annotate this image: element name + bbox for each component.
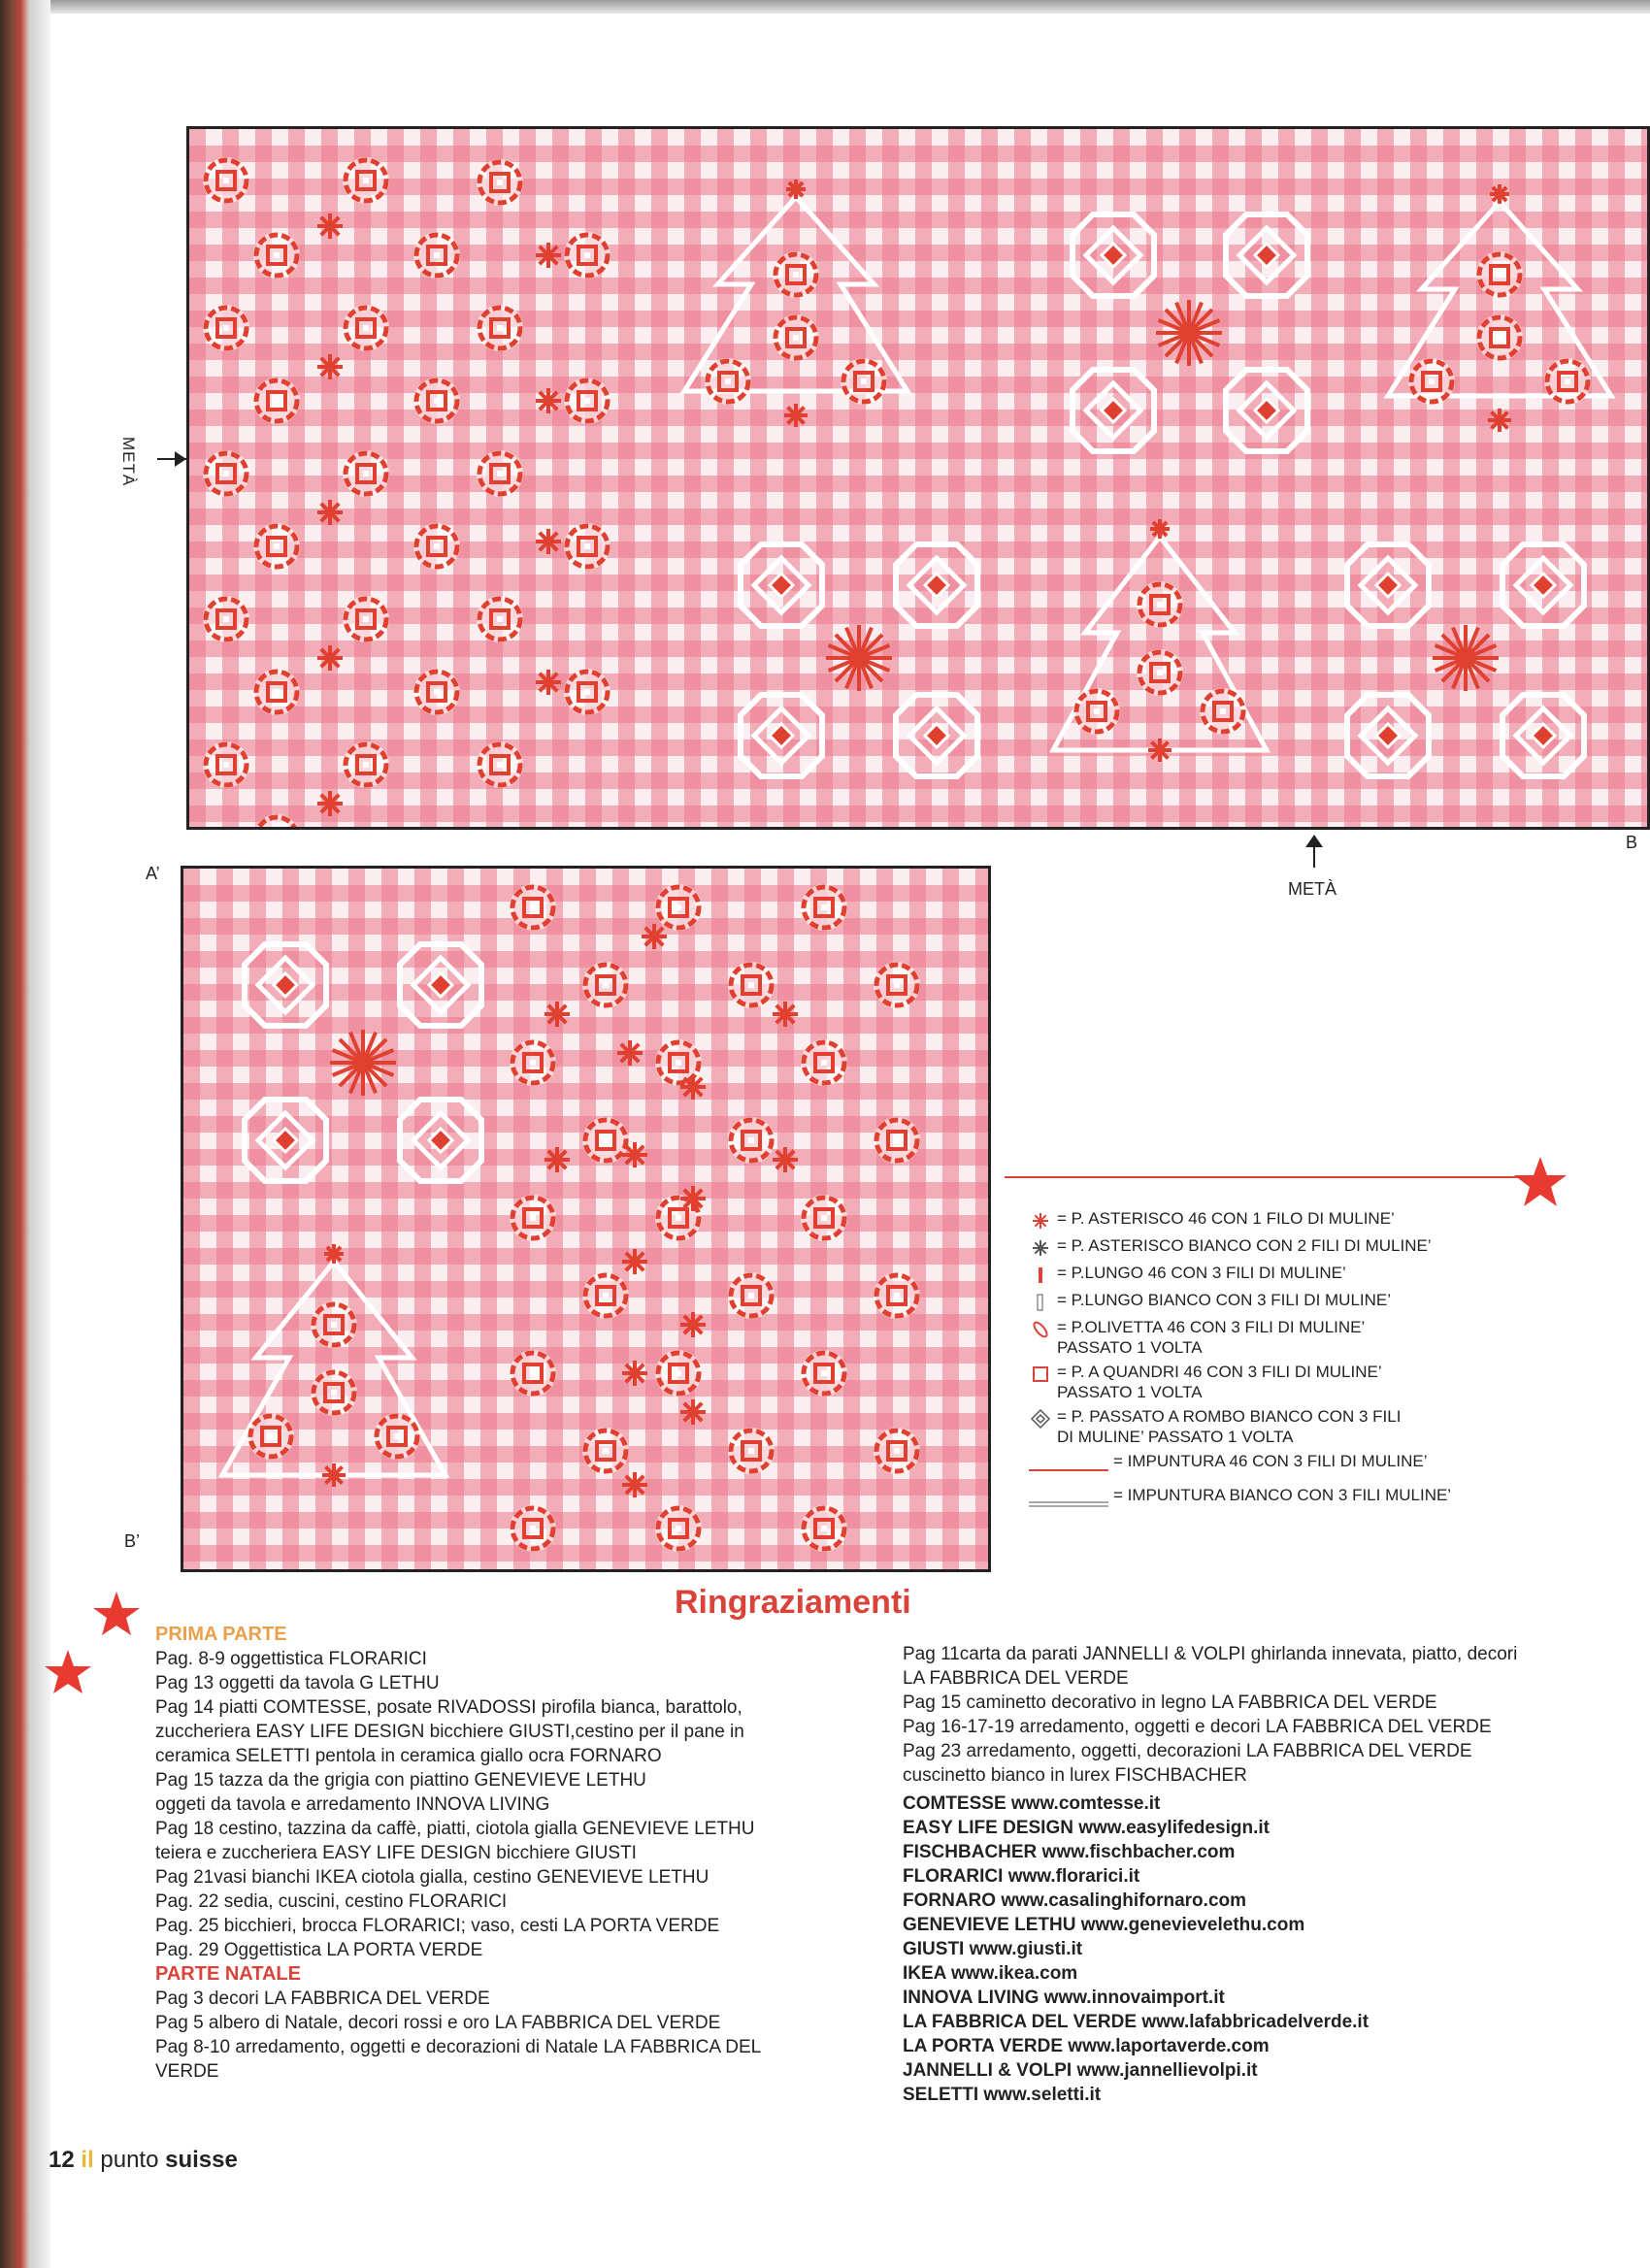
square-stitch-medallion <box>510 1195 556 1241</box>
legend-row <box>1024 1362 1568 1402</box>
page-top-edge <box>0 0 1650 14</box>
square-stitch-medallion <box>773 314 819 361</box>
first-part-list <box>155 1647 874 1962</box>
credit-line: Pag. 22 sedia, cuscini, cestino FLORARICI <box>155 1891 508 1912</box>
diamond-stitch-motif <box>1072 214 1154 296</box>
asterisk-stitch <box>1490 184 1509 204</box>
credit-line: COMTESSE www.comtesse.it <box>903 1793 1161 1814</box>
credit-line: FISCHBACHER www.fischbacher.com <box>903 1842 1236 1862</box>
square-stitch-medallion <box>1476 314 1523 361</box>
asterisk-stitch <box>680 1186 706 1211</box>
square-stitch-medallion <box>413 523 460 570</box>
square-stitch-medallion <box>413 669 460 715</box>
credit-line: Pag 15 caminetto decorativo in legno LA FABBRICA DEL VERDE <box>903 1693 1437 1713</box>
square-stitch-medallion <box>728 962 775 1008</box>
asterisk-stitch <box>544 1147 570 1172</box>
legend-text: = P. PASSATO A ROMBO BIANCO CON 3 FILI DI MULINE’ PASSATO 1 VOLTA <box>1057 1407 1402 1446</box>
square-stitch-medallion <box>203 741 249 788</box>
red-long-stitch-icon <box>1030 1265 1051 1286</box>
white-asterisk-icon <box>1030 1237 1051 1259</box>
diamond-stitch-motif <box>741 544 822 626</box>
asterisk-stitch <box>317 214 343 239</box>
square-stitch-medallion <box>1408 358 1455 405</box>
top-chart-motifs <box>189 129 1650 830</box>
diamond-stitch-motif <box>1347 695 1429 776</box>
asterisk-stitch <box>773 1147 798 1172</box>
asterisk-stitch <box>680 1399 706 1425</box>
credit-line: GIUSTI www.giusti.it <box>903 1939 1083 1959</box>
diamond-stitch-motif <box>896 544 977 626</box>
credit-line: SELETTI www.seletti.it <box>903 2085 1102 2105</box>
legend-text: = P. ASTERISCO BIANCO CON 2 FILI DI MULINE’ <box>1057 1236 1432 1255</box>
square-stitch-medallion <box>477 741 523 788</box>
asterisk-stitch <box>680 1074 706 1100</box>
square-stitch-medallion <box>203 596 249 642</box>
square-stitch-medallion <box>874 1272 920 1319</box>
square-stitch-medallion <box>773 251 819 298</box>
asterisk-stitch <box>317 791 343 816</box>
asterisk-stitch <box>622 1361 647 1386</box>
credit-line: Pag 16-17-19 arredamento, oggetti e decori LA FABBRICA DEL VERDE <box>903 1717 1492 1737</box>
credit-line: INNOVA LIVING www.innovaimport.it <box>903 1988 1225 2008</box>
square-stitch-medallion <box>248 1413 294 1460</box>
meta-label-bottom: METÀ <box>1288 879 1337 899</box>
legend-text: = P.LUNGO BIANCO CON 3 FILI DI MULINE’ <box>1057 1291 1392 1309</box>
legend-symbol <box>1024 1451 1113 1481</box>
square-stitch-medallion <box>343 741 389 788</box>
legend-row <box>1024 1235 1568 1259</box>
asterisk-stitch <box>536 243 561 268</box>
square-stitch-medallion <box>874 1117 920 1164</box>
square-stitch-medallion <box>728 1117 775 1164</box>
diamond-stitch-motif <box>1226 370 1307 451</box>
square-stitch-medallion <box>477 450 523 497</box>
square-stitch-medallion <box>203 305 249 351</box>
stitch-legend <box>1024 1208 1568 1519</box>
diamond-stitch-icon <box>1030 1408 1051 1430</box>
square-stitch-medallion <box>510 1350 556 1397</box>
first-part-heading: PRIMA PARTE <box>155 1624 287 1645</box>
square-stitch-medallion <box>564 378 610 424</box>
square-stitch-medallion <box>477 159 523 206</box>
acknowledgements-right-column <box>903 1642 1621 2107</box>
legend-row <box>1024 1406 1568 1447</box>
legend-text: = IMPUNTURA 46 CON 3 FILI DI MULINE’ <box>1113 1452 1428 1470</box>
large-star-stitch <box>1156 300 1222 366</box>
diamond-stitch-motif <box>1347 544 1429 626</box>
legend-text: = P.LUNGO 46 CON 3 FILI DI MULINE’ <box>1057 1264 1346 1282</box>
page-number: 12 <box>49 2147 75 2173</box>
square-stitch-medallion <box>728 1272 775 1319</box>
diamond-stitch-motif <box>245 944 326 1026</box>
credit-line: Pag. 29 Oggettistica LA PORTA VERDE <box>155 1940 483 1960</box>
credit-line: Pag 11carta da parati JANNELLI & VOLPI ghirlanda innevata, piatto, decori <box>903 1644 1518 1664</box>
square-stitch-medallion <box>655 884 702 931</box>
large-star-stitch <box>1433 625 1499 691</box>
diamond-stitch-motif <box>741 695 822 776</box>
legend-text: = P. A QUANDRI 46 CON 3 FILI DI MULINE’ PASSATO 1 VOLTA <box>1057 1363 1382 1401</box>
square-stitch-medallion <box>253 669 300 715</box>
square-stitch-medallion <box>801 1350 847 1397</box>
asterisk-stitch <box>536 388 561 413</box>
legend-symbol <box>1024 1290 1057 1313</box>
credit-line: Pag 15 tazza da the grigia con piattino GENEVIEVE LETHU <box>155 1770 646 1791</box>
square-stitch-medallion <box>343 305 389 351</box>
asterisk-stitch <box>680 1312 706 1337</box>
square-stitch-medallion <box>1073 688 1120 735</box>
square-stitch-medallion <box>203 450 249 497</box>
square-stitch-medallion <box>841 358 887 405</box>
square-stitch-icon <box>1030 1364 1051 1385</box>
square-stitch-medallion <box>801 1505 847 1552</box>
bottom-embroidery-chart <box>181 866 991 1572</box>
asterisk-stitch <box>617 1040 643 1066</box>
bottom-chart-motifs <box>183 869 991 1572</box>
square-stitch-medallion <box>374 1413 420 1460</box>
square-stitch-medallion <box>1200 688 1246 735</box>
asterisk-stitch <box>317 645 343 671</box>
square-stitch-medallion <box>655 1350 702 1397</box>
square-stitch-medallion <box>801 1195 847 1241</box>
credit-line: LA PORTA VERDE www.laportaverde.com <box>903 2036 1270 2056</box>
square-stitch-medallion <box>705 358 751 405</box>
asterisk-stitch <box>784 404 808 427</box>
legend-row <box>1024 1317 1568 1358</box>
credit-line: Pag 5 albero di Natale, decori rossi e oro LA FABBRICA DEL VERDE <box>155 2013 721 2033</box>
asterisk-stitch <box>544 1002 570 1027</box>
top-embroidery-chart <box>186 126 1650 830</box>
legend-symbol <box>1024 1362 1057 1385</box>
magazine-logo-punto: punto <box>100 2147 159 2173</box>
credit-line: LA FABBRICA DEL VERDE <box>903 1668 1129 1689</box>
credit-line: Pag 13 oggetti da tavola G LETHU <box>155 1673 440 1693</box>
acknowledgements-title: Ringraziamenti <box>675 1584 911 1621</box>
legend-symbol <box>1024 1208 1057 1232</box>
asterisk-stitch <box>642 924 667 949</box>
diamond-stitch-motif <box>1072 370 1154 451</box>
credit-line: Pag 8-10 arredamento, oggetti e decorazioni di Natale LA FABBRICA DEL <box>155 2037 762 2057</box>
legend-text: = P.OLIVETTA 46 CON 3 FILI DI MULINE’ PASSATO 1 VOLTA <box>1057 1318 1366 1357</box>
star-icon <box>93 1592 140 1636</box>
square-stitch-medallion <box>801 1039 847 1086</box>
diamond-stitch-motif <box>245 1100 326 1181</box>
square-stitch-medallion <box>510 1039 556 1086</box>
star-icon <box>45 1650 91 1694</box>
asterisk-stitch <box>322 1463 346 1487</box>
credit-line: FLORARICI www.florarici.it <box>903 1866 1140 1887</box>
asterisk-stitch <box>1148 739 1172 762</box>
credit-line: teiera e zuccheriera EASY LIFE DESIGN bicchiere GIUSTI <box>155 1843 637 1863</box>
diamond-stitch-motif <box>400 944 481 1026</box>
legend-text: = IMPUNTURA BIANCO CON 3 FILI MULINE’ <box>1113 1486 1452 1504</box>
legend-row <box>1024 1263 1568 1286</box>
square-stitch-medallion <box>582 962 629 1008</box>
label-b: B <box>1626 833 1638 852</box>
meta-arrow-left-head <box>175 451 186 467</box>
asterisk-stitch <box>536 529 561 554</box>
asterisk-stitch <box>317 354 343 379</box>
square-stitch-medallion <box>343 157 389 204</box>
diamond-stitch-motif <box>1502 695 1584 776</box>
large-star-stitch <box>826 625 892 691</box>
credit-line: IKEA www.ikea.com <box>903 1963 1078 1984</box>
label-b-prime: B’ <box>124 1531 141 1551</box>
asterisk-stitch <box>786 180 806 199</box>
asterisk-stitch <box>324 1244 344 1264</box>
square-stitch-medallion <box>874 1428 920 1474</box>
label-a-prime: A’ <box>146 864 160 883</box>
credit-line: GENEVIEVE LETHU www.genevievelethu.com <box>903 1915 1305 1935</box>
credit-line: Pag 21vasi bianchi IKEA ciotola gialla, cestino GENEVIEVE LETHU <box>155 1867 710 1888</box>
christmas-part-heading: PARTE NATALE <box>155 1963 301 1985</box>
legend-row <box>1024 1208 1568 1232</box>
legend-symbol <box>1024 1317 1057 1340</box>
legend-symbol <box>1024 1406 1057 1430</box>
asterisk-stitch <box>1488 409 1511 432</box>
square-stitch-medallion <box>343 450 389 497</box>
meta-arrow-bottom <box>1313 846 1315 868</box>
credit-line: Pag 3 decori LA FABBRICA DEL VERDE <box>155 1989 490 2009</box>
square-stitch-medallion <box>477 305 523 351</box>
credit-line: Pag 18 cestino, tazzina da caffè, piatti, ciotola gialla GENEVIEVE LETHU <box>155 1819 755 1839</box>
square-stitch-medallion <box>655 1505 702 1552</box>
large-star-stitch <box>330 1030 396 1096</box>
legend-divider <box>1005 1176 1519 1178</box>
acknowledgements-left-column <box>155 1623 874 2084</box>
square-stitch-medallion <box>510 1505 556 1552</box>
legend-symbol <box>1024 1485 1113 1515</box>
square-stitch-medallion <box>253 232 300 279</box>
page-shadow <box>29 0 50 2268</box>
square-stitch-medallion <box>311 1369 357 1416</box>
star-icon <box>1514 1157 1567 1207</box>
websites-list <box>903 1791 1621 2107</box>
square-stitch-medallion <box>564 232 610 279</box>
square-stitch-medallion <box>1137 649 1183 696</box>
magazine-logo-suisse: suisse <box>165 2147 238 2173</box>
credit-line: JANNELLI & VOLPI www.jannellievolpi.it <box>903 2060 1258 2081</box>
legend-symbol <box>1024 1263 1057 1286</box>
square-stitch-medallion <box>203 157 249 204</box>
square-stitch-medallion <box>413 378 460 424</box>
page-footer <box>49 2147 238 2174</box>
square-stitch-medallion <box>1476 251 1523 298</box>
square-stitch-medallion <box>253 814 300 830</box>
asterisk-stitch <box>317 500 343 525</box>
meta-label-left: METÀ <box>119 437 138 487</box>
red-backstitch-line-icon <box>1027 1460 1110 1481</box>
binding-edge <box>0 0 29 2268</box>
diamond-stitch-motif <box>400 1100 481 1181</box>
credit-line: FORNARO www.casalinghifornaro.com <box>903 1890 1247 1911</box>
square-stitch-medallion <box>874 962 920 1008</box>
square-stitch-medallion <box>253 523 300 570</box>
olive-stitch-icon <box>1030 1319 1051 1340</box>
credit-line: zuccheriera EASY LIFE DESIGN bicchiere GIUSTI,cestino per il pane in <box>155 1722 744 1742</box>
legend-symbol <box>1024 1235 1057 1259</box>
credit-line: EASY LIFE DESIGN www.easylifedesign.it <box>903 1818 1270 1838</box>
credit-line: Pag 23 arredamento, oggetti, decorazioni LA FABBRICA DEL VERDE <box>903 1741 1472 1761</box>
diamond-stitch-motif <box>1502 544 1584 626</box>
square-stitch-medallion <box>311 1301 357 1348</box>
right-credits-list <box>903 1642 1621 1788</box>
square-stitch-medallion <box>801 884 847 931</box>
magazine-logo-il: il <box>81 2147 94 2173</box>
asterisk-stitch <box>622 1249 647 1274</box>
square-stitch-medallion <box>582 1428 629 1474</box>
square-stitch-medallion <box>564 669 610 715</box>
diamond-stitch-motif <box>1226 214 1307 296</box>
christmas-part-list <box>155 1987 874 2084</box>
square-stitch-medallion <box>582 1272 629 1319</box>
asterisk-stitch <box>536 670 561 695</box>
credit-line: Pag. 25 bicchieri, brocca FLORARICI; vaso, cesti LA PORTA VERDE <box>155 1916 720 1936</box>
credit-line: Pag 14 piatti COMTESSE, posate RIVADOSSI pirofila bianca, barattolo, <box>155 1697 742 1718</box>
square-stitch-medallion <box>253 378 300 424</box>
red-asterisk-icon <box>1030 1210 1051 1232</box>
asterisk-stitch <box>1150 519 1170 539</box>
credit-line: ceramica SELETTI pentola in ceramica giallo ocra FORNARO <box>155 1746 662 1766</box>
square-stitch-medallion <box>1544 358 1591 405</box>
square-stitch-medallion <box>413 232 460 279</box>
legend-text: = P. ASTERISCO 46 CON 1 FILO DI MULINE’ <box>1057 1209 1395 1228</box>
white-backstitch-line-icon <box>1027 1494 1110 1515</box>
square-stitch-medallion <box>477 596 523 642</box>
asterisk-stitch <box>773 1002 798 1027</box>
square-stitch-medallion <box>343 596 389 642</box>
asterisk-stitch <box>622 1142 647 1167</box>
legend-row <box>1024 1485 1568 1515</box>
credit-line: Pag. 8-9 oggettistica FLORARICI <box>155 1649 427 1669</box>
credit-line: VERDE <box>155 2061 219 2082</box>
credit-line: LA FABBRICA DEL VERDE www.lafabbricadelverde.it <box>903 2012 1370 2032</box>
square-stitch-medallion <box>582 1117 629 1164</box>
square-stitch-medallion <box>564 523 610 570</box>
legend-row <box>1024 1451 1568 1481</box>
square-stitch-medallion <box>510 884 556 931</box>
square-stitch-medallion <box>1137 581 1183 628</box>
white-long-stitch-icon <box>1030 1292 1051 1313</box>
credit-line: cuscinetto bianco in lurex FISCHBACHER <box>903 1765 1247 1786</box>
legend-row <box>1024 1290 1568 1313</box>
square-stitch-medallion <box>728 1428 775 1474</box>
asterisk-stitch <box>622 1472 647 1497</box>
diamond-stitch-motif <box>896 695 977 776</box>
credit-line: oggeti da tavola e arredamento INNOVA LIVING <box>155 1794 550 1815</box>
